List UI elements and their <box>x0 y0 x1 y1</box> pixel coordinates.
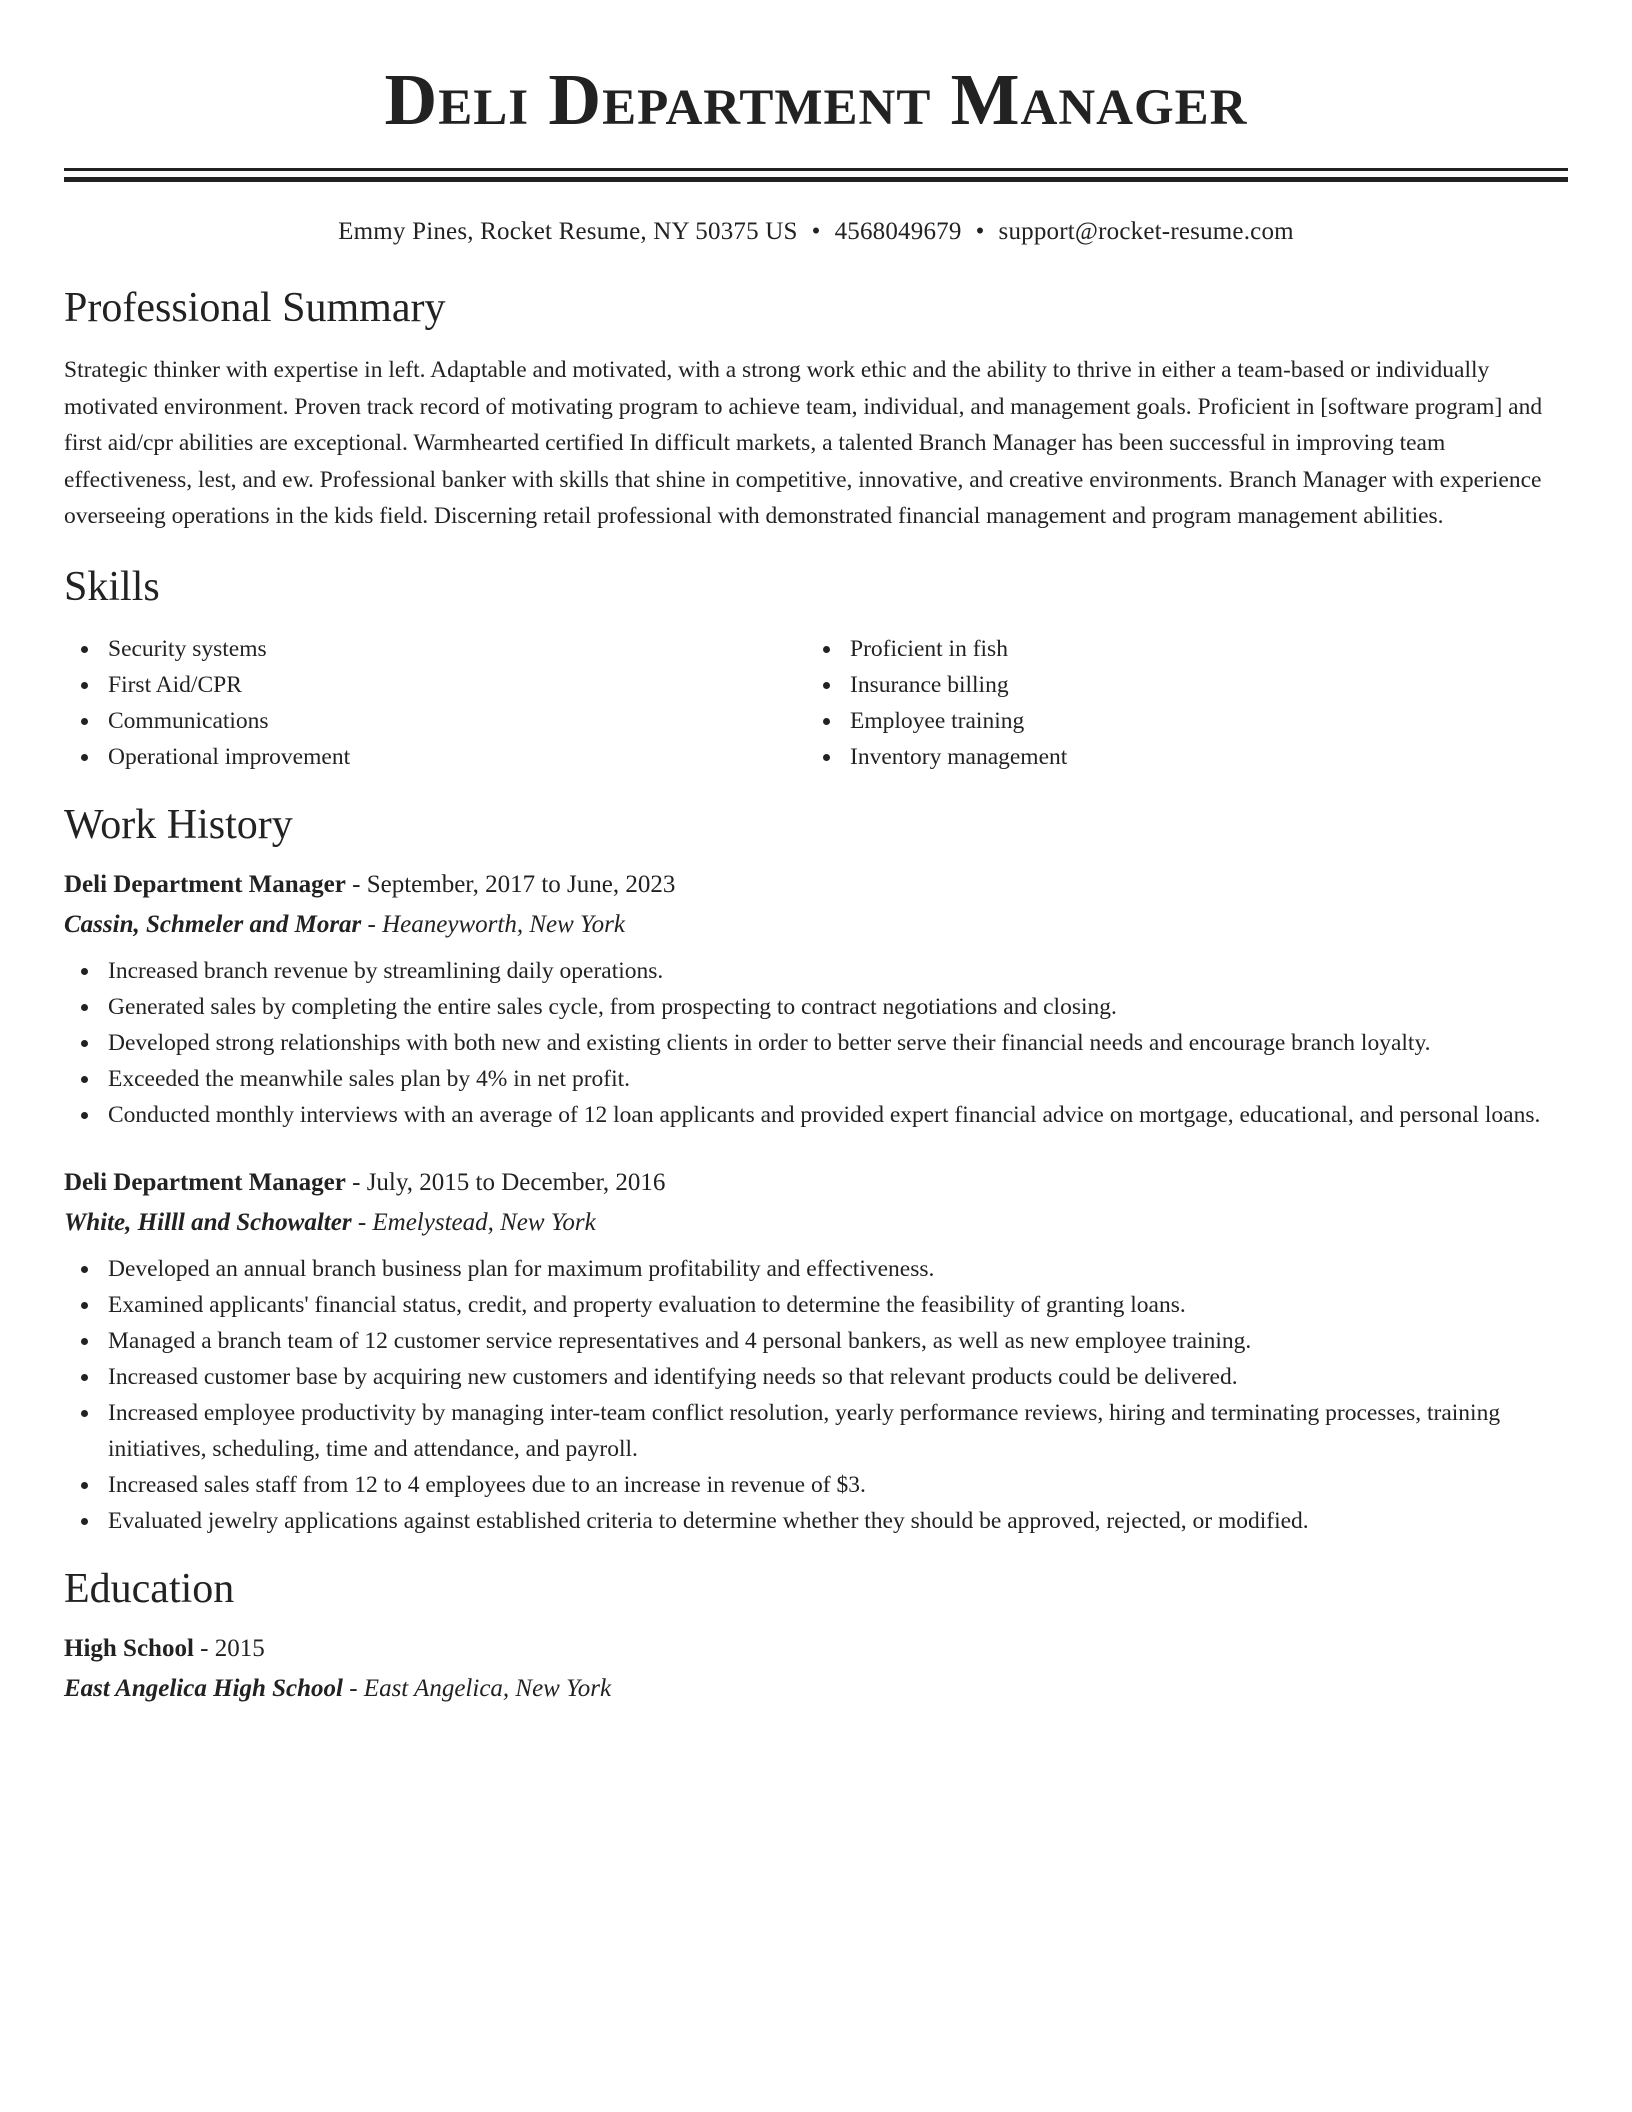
job-bullet: Examined applicants' financial status, credit, and property evaluation to determine the feasibility of granting loans. <box>64 1287 1568 1323</box>
skill-item: Insurance billing <box>806 667 1548 703</box>
job-bullet: Conducted monthly interviews with an average of 12 loan applicants and provided expert financial advice on mortgage, educational, and personal loans. <box>64 1097 1568 1133</box>
resume-name-title: Deli Department Manager <box>384 59 1248 140</box>
education-location: - East Angelica, New York <box>342 1674 612 1702</box>
skill-item: First Aid/CPR <box>64 667 806 703</box>
job-entry <box>64 1167 1568 1539</box>
education-school-line <box>64 1673 1568 1705</box>
education-degree-line <box>64 1633 1568 1665</box>
skill-item: Security systems <box>64 631 806 667</box>
job-dates: - September, 2017 to June, 2023 <box>345 870 676 898</box>
education-heading: Education <box>64 1565 235 1612</box>
contact-phone: 4568049679 <box>834 218 962 245</box>
skills-columns <box>64 631 1568 775</box>
job-title: Deli Department Manager <box>64 870 346 898</box>
job-bullet: Generated sales by completing the entire sales cycle, from prospecting to contract negotiations and closing. <box>64 989 1568 1025</box>
job-bullet: Increased sales staff from 12 to 4 employees due to an increase in revenue of $3. <box>64 1467 1568 1503</box>
job-bullet: Increased employee productivity by managing inter-team conflict resolution, yearly performance reviews, hiring and terminating processes, training initiatives, scheduling, time and attendance, and payroll. <box>64 1395 1568 1467</box>
job-location: - Emelystead, New York <box>351 1208 596 1236</box>
resume-page <box>64 60 1568 1705</box>
job-entry <box>64 869 1568 1133</box>
job-company: White, Hilll and Schowalter <box>64 1208 352 1236</box>
job-bullet: Evaluated jewelry applications against established criteria to determine whether they should be approved, rejected, or modified. <box>64 1503 1568 1539</box>
header-rule-bottom <box>64 177 1568 182</box>
job-bullet: Developed an annual branch business plan for maximum profitability and effectiveness. <box>64 1251 1568 1287</box>
job-dates: - July, 2015 to December, 2016 <box>345 1168 666 1196</box>
job-bullet: Increased branch revenue by streamlining daily operations. <box>64 953 1568 989</box>
contact-email: support@rocket-resume.com <box>998 218 1294 245</box>
job-bullet-list <box>64 953 1568 1133</box>
contact-separator: • <box>811 218 821 245</box>
job-title-line <box>64 1167 1568 1199</box>
job-bullet-list <box>64 1251 1568 1539</box>
job-company-line <box>64 1207 1568 1239</box>
job-bullet: Increased customer base by acquiring new customers and identifying needs so that relevant products could be delivered. <box>64 1359 1568 1395</box>
skill-item: Proficient in fish <box>806 631 1548 667</box>
education-school: East Angelica High School <box>64 1674 343 1702</box>
header-rule-top <box>64 168 1568 171</box>
skills-list-right <box>806 631 1548 775</box>
job-bullet: Developed strong relationships with both new and existing clients in order to better serve their financial needs and encourage branch loyalty. <box>64 1025 1568 1061</box>
education-degree: High School <box>64 1634 194 1662</box>
skill-item: Inventory management <box>806 739 1548 775</box>
summary-heading: Professional Summary <box>64 285 446 331</box>
job-title-line <box>64 869 1568 901</box>
summary-text: Strategic thinker with expertise in left. Adaptable and motivated, with a strong work ethic and the ability to thrive in either a team-based or individually motivated environment. Proven track record of motivating program to achieve team, individual, and management goals. Proficient in [software program] and first aid/cpr abilities are exceptional. Warmhearted certified In difficult markets, a talented Branch Manager has been successful in improving team effectiveness, lest, and ew. Professional banker with skills that shine in competitive, innovative, and creative environments. Branch Manager with experience overseeing operations in the kids field. Discerning retail professional with demonstrated financial management and program management abilities. <box>64 357 1543 529</box>
job-bullet: Managed a branch team of 12 customer service representatives and 4 personal bankers, as well as new employee training. <box>64 1323 1568 1359</box>
skill-item: Operational improvement <box>64 739 806 775</box>
contact-address: Emmy Pines, Rocket Resume, NY 50375 US <box>338 218 798 245</box>
work-history-heading: Work History <box>64 801 293 848</box>
skills-heading: Skills <box>64 563 160 610</box>
contact-line <box>64 216 1568 248</box>
job-title: Deli Department Manager <box>64 1168 346 1196</box>
job-location: - Heaneyworth, New York <box>361 910 625 938</box>
job-company: Cassin, Schmeler and Morar <box>64 910 362 938</box>
education-year: - 2015 <box>193 1634 265 1662</box>
contact-separator: • <box>975 218 985 245</box>
job-company-line <box>64 909 1568 941</box>
job-bullet: Exceeded the meanwhile sales plan by 4% in net profit. <box>64 1061 1568 1097</box>
skill-item: Employee training <box>806 703 1548 739</box>
skills-list-left <box>64 631 806 775</box>
skill-item: Communications <box>64 703 806 739</box>
